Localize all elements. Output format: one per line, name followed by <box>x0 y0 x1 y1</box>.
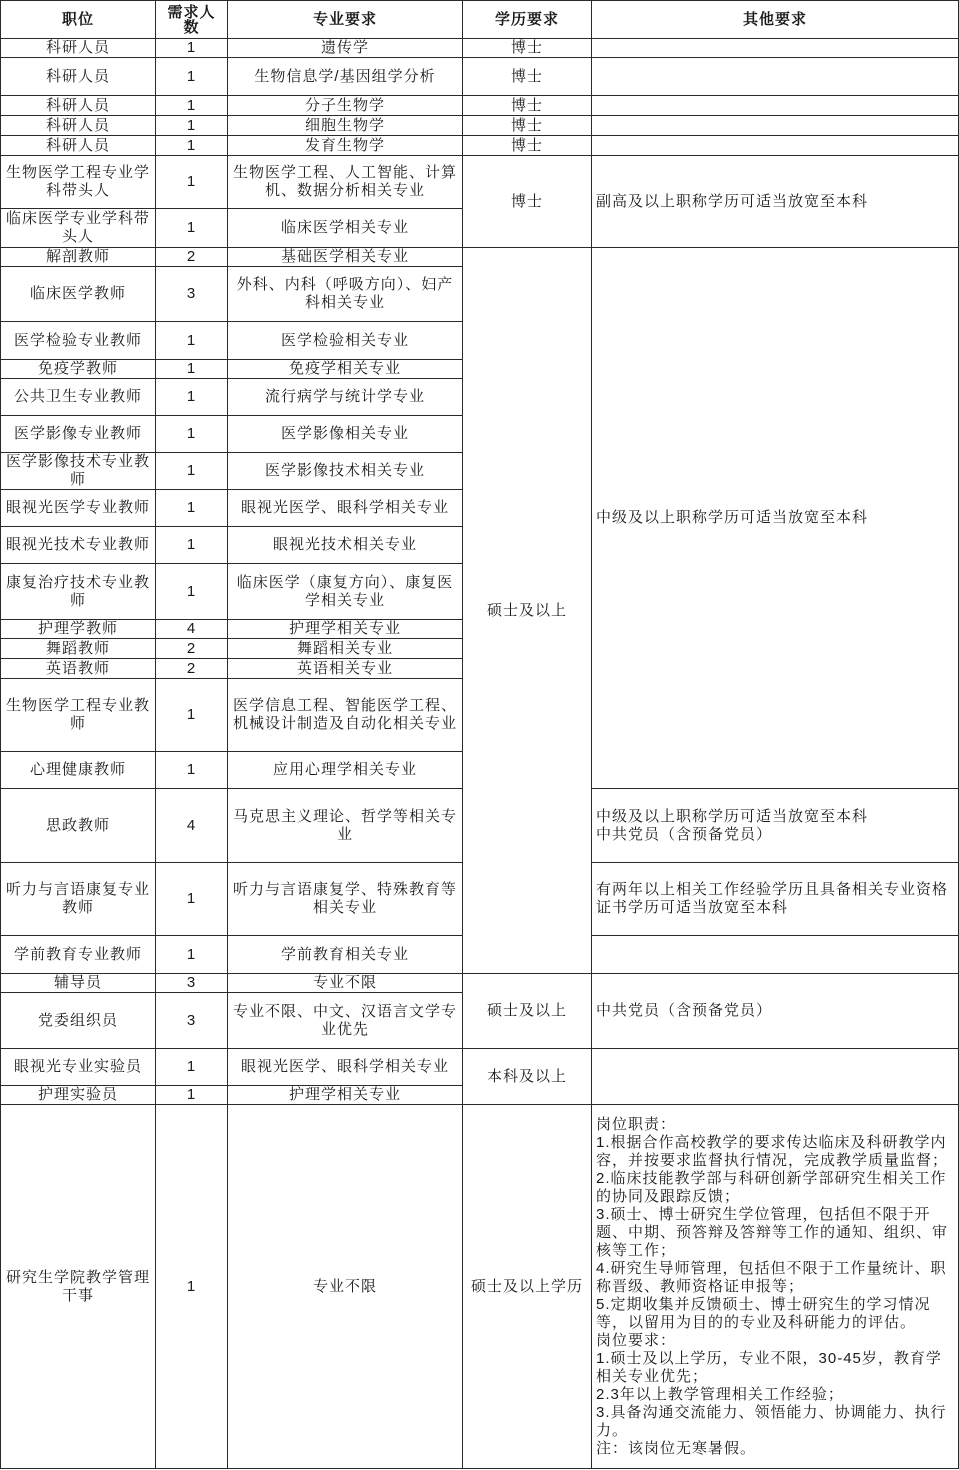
count-cell: 1 <box>156 360 228 379</box>
duty-line: 4.研究生导师管理，包括但不限于工作量统计、职称晋级、教师资格证申报等； <box>596 1259 947 1295</box>
other-cell <box>592 58 959 96</box>
position-cell: 研究生学院教学管理干事 <box>1 1105 156 1469</box>
count-cell: 1 <box>156 1049 228 1086</box>
position-cell: 心理健康教师 <box>1 752 156 789</box>
major-cell: 分子生物学 <box>228 96 463 116</box>
count-cell: 4 <box>156 789 228 863</box>
header-major: 专业要求 <box>228 1 463 39</box>
count-cell: 1 <box>156 136 228 156</box>
education-cell: 硕士及以上 <box>463 974 592 1049</box>
education-cell: 博士 <box>463 96 592 116</box>
header-count <box>156 1 228 39</box>
major-cell: 应用心理学相关专业 <box>228 752 463 789</box>
count-cell: 1 <box>156 156 228 209</box>
count-cell: 1 <box>156 379 228 416</box>
major-cell: 发育生物学 <box>228 136 463 156</box>
other-line: 中级及以上职称学历可适当放宽至本科 <box>596 807 869 825</box>
count-cell: 2 <box>156 659 228 679</box>
count-cell: 3 <box>156 993 228 1049</box>
position-cell: 听力与言语康复专业教师 <box>1 863 156 936</box>
other-cell <box>592 1105 959 1469</box>
count-cell: 4 <box>156 620 228 639</box>
table-row <box>1 136 959 156</box>
table-row <box>1 974 959 993</box>
education-cell: 本科及以上 <box>463 1049 592 1105</box>
position-cell: 护理实验员 <box>1 1086 156 1105</box>
other-cell: 中级及以上职称学历可适当放宽至本科 <box>592 248 959 789</box>
education-cell: 博士 <box>463 58 592 96</box>
major-cell: 听力与言语康复学、特殊教育等相关专业 <box>228 863 463 936</box>
major-cell: 医学检验相关专业 <box>228 322 463 360</box>
position-cell: 护理学教师 <box>1 620 156 639</box>
duty-line: 注：该岗位无寒暑假。 <box>596 1439 757 1457</box>
major-cell: 生物医学工程、人工智能、计算机、数据分析相关专业 <box>228 156 463 209</box>
major-cell: 专业不限 <box>228 974 463 993</box>
count-cell: 1 <box>156 58 228 96</box>
table-row <box>1 39 959 58</box>
major-cell: 医学影像技术相关专业 <box>228 453 463 490</box>
position-cell: 科研人员 <box>1 39 156 58</box>
education-cell: 硕士及以上学历 <box>463 1105 592 1469</box>
other-cell: 中共党员（含预备党员） <box>592 974 959 1049</box>
count-cell: 1 <box>156 1086 228 1105</box>
position-cell: 康复治疗技术专业教师 <box>1 564 156 620</box>
position-cell: 生物医学工程专业学科带头人 <box>1 156 156 209</box>
count-cell: 1 <box>156 527 228 564</box>
major-cell: 临床医学相关专业 <box>228 209 463 248</box>
position-cell: 学前教育专业教师 <box>1 936 156 974</box>
count-cell: 2 <box>156 248 228 267</box>
count-cell: 1 <box>156 863 228 936</box>
major-cell: 细胞生物学 <box>228 116 463 136</box>
duty-line: 1.根据合作高校教学的要求传达临床及科研教学内容，并按要求监督执行情况，完成教学质量监督； <box>596 1133 949 1169</box>
duty-line: 岗位职责： <box>596 1115 677 1133</box>
major-cell: 眼视光医学、眼科学相关专业 <box>228 1049 463 1086</box>
duty-line: 2.3年以上教学管理相关工作经验； <box>596 1385 844 1403</box>
count-cell: 1 <box>156 679 228 752</box>
count-cell: 1 <box>156 936 228 974</box>
header-education: 学历要求 <box>463 1 592 39</box>
position-cell: 党委组织员 <box>1 993 156 1049</box>
major-cell: 外科、内科（呼吸方向）、妇产科相关专业 <box>228 267 463 322</box>
header-row <box>1 1 959 39</box>
count-cell: 1 <box>156 416 228 453</box>
education-cell: 博士 <box>463 39 592 58</box>
duty-line: 1.硕士及以上学历，专业不限，30-45岁，教育学相关专业优先； <box>596 1349 942 1385</box>
count-cell: 3 <box>156 267 228 322</box>
major-cell: 学前教育相关专业 <box>228 936 463 974</box>
count-cell: 2 <box>156 639 228 659</box>
table-row <box>1 248 959 267</box>
position-cell: 临床医学专业学科带头人 <box>1 209 156 248</box>
major-cell: 马克思主义理论、哲学等相关专业 <box>228 789 463 863</box>
position-cell: 辅导员 <box>1 974 156 993</box>
header-count-label: 需求人数 <box>167 3 216 36</box>
major-cell: 舞蹈相关专业 <box>228 639 463 659</box>
count-cell: 1 <box>156 1105 228 1469</box>
major-cell: 医学信息工程、智能医学工程、机械设计制造及自动化相关专业 <box>228 679 463 752</box>
table-row <box>1 156 959 209</box>
major-cell: 英语相关专业 <box>228 659 463 679</box>
position-cell: 英语教师 <box>1 659 156 679</box>
duty-line: 5.定期收集并反馈硕士、博士研究生的学习情况等，以留用为目的的专业及科研能力的评估。 <box>596 1295 931 1331</box>
count-cell: 1 <box>156 39 228 58</box>
education-cell: 博士 <box>463 156 592 248</box>
other-cell <box>592 96 959 116</box>
position-cell: 公共卫生专业教师 <box>1 379 156 416</box>
education-cell: 博士 <box>463 136 592 156</box>
header-position: 职位 <box>1 1 156 39</box>
major-cell: 护理学相关专业 <box>228 1086 463 1105</box>
position-cell: 医学影像专业教师 <box>1 416 156 453</box>
major-cell: 专业不限、中文、汉语言文学专业优先 <box>228 993 463 1049</box>
other-cell <box>592 789 959 863</box>
major-cell: 遗传学 <box>228 39 463 58</box>
position-cell: 思政教师 <box>1 789 156 863</box>
major-cell: 专业不限 <box>228 1105 463 1469</box>
position-cell: 科研人员 <box>1 116 156 136</box>
major-cell: 基础医学相关专业 <box>228 248 463 267</box>
position-cell: 科研人员 <box>1 96 156 116</box>
other-cell <box>592 1049 959 1105</box>
table-row <box>1 58 959 96</box>
major-cell: 眼视光医学、眼科学相关专业 <box>228 490 463 527</box>
count-cell: 1 <box>156 752 228 789</box>
count-cell: 1 <box>156 96 228 116</box>
duty-line: 2.临床技能教学部与科研创新学部研究生相关工作的协同及跟踪反馈； <box>596 1169 947 1205</box>
position-cell: 眼视光技术专业教师 <box>1 527 156 564</box>
header-other: 其他要求 <box>592 1 959 39</box>
position-cell: 医学检验专业教师 <box>1 322 156 360</box>
other-cell <box>592 936 959 974</box>
education-cell: 博士 <box>463 116 592 136</box>
position-cell: 眼视光专业实验员 <box>1 1049 156 1086</box>
other-cell <box>592 39 959 58</box>
position-cell: 科研人员 <box>1 136 156 156</box>
major-cell: 免疫学相关专业 <box>228 360 463 379</box>
other-cell: 有两年以上相关工作经验学历且具备相关专业资格证书学历可适当放宽至本科 <box>592 863 959 936</box>
duty-line: 岗位要求： <box>596 1331 677 1349</box>
other-cell <box>592 116 959 136</box>
major-cell: 眼视光技术相关专业 <box>228 527 463 564</box>
count-cell: 1 <box>156 453 228 490</box>
position-cell: 眼视光医学专业教师 <box>1 490 156 527</box>
count-cell: 1 <box>156 564 228 620</box>
duty-line: 3.具备沟通交流能力、领悟能力、协调能力、执行力。 <box>596 1403 947 1439</box>
count-cell: 1 <box>156 322 228 360</box>
position-cell: 医学影像技术专业教师 <box>1 453 156 490</box>
major-cell: 流行病学与统计学专业 <box>228 379 463 416</box>
major-cell: 护理学相关专业 <box>228 620 463 639</box>
position-cell: 临床医学教师 <box>1 267 156 322</box>
duty-line: 3.硕士、博士研究生学位管理，包括但不限于开题、中期、预答辩及答辩等工作的通知、组织、审核等工作； <box>596 1205 949 1259</box>
position-cell: 生物医学工程专业教师 <box>1 679 156 752</box>
table-row <box>1 1105 959 1469</box>
table-row <box>1 1049 959 1086</box>
count-cell: 1 <box>156 116 228 136</box>
count-cell: 3 <box>156 974 228 993</box>
table-row <box>1 96 959 116</box>
major-cell: 生物信息学/基因组学分析 <box>228 58 463 96</box>
major-cell: 临床医学（康复方向）、康复医学相关专业 <box>228 564 463 620</box>
education-cell: 硕士及以上 <box>463 248 592 974</box>
position-cell: 舞蹈教师 <box>1 639 156 659</box>
position-cell: 科研人员 <box>1 58 156 96</box>
other-line: 中共党员（含预备党员） <box>596 825 773 843</box>
other-cell <box>592 136 959 156</box>
table-row <box>1 116 959 136</box>
position-cell: 免疫学教师 <box>1 360 156 379</box>
count-cell: 1 <box>156 209 228 248</box>
major-cell: 医学影像相关专业 <box>228 416 463 453</box>
other-cell: 副高及以上职称学历可适当放宽至本科 <box>592 156 959 248</box>
count-cell: 1 <box>156 490 228 527</box>
position-cell: 解剖教师 <box>1 248 156 267</box>
